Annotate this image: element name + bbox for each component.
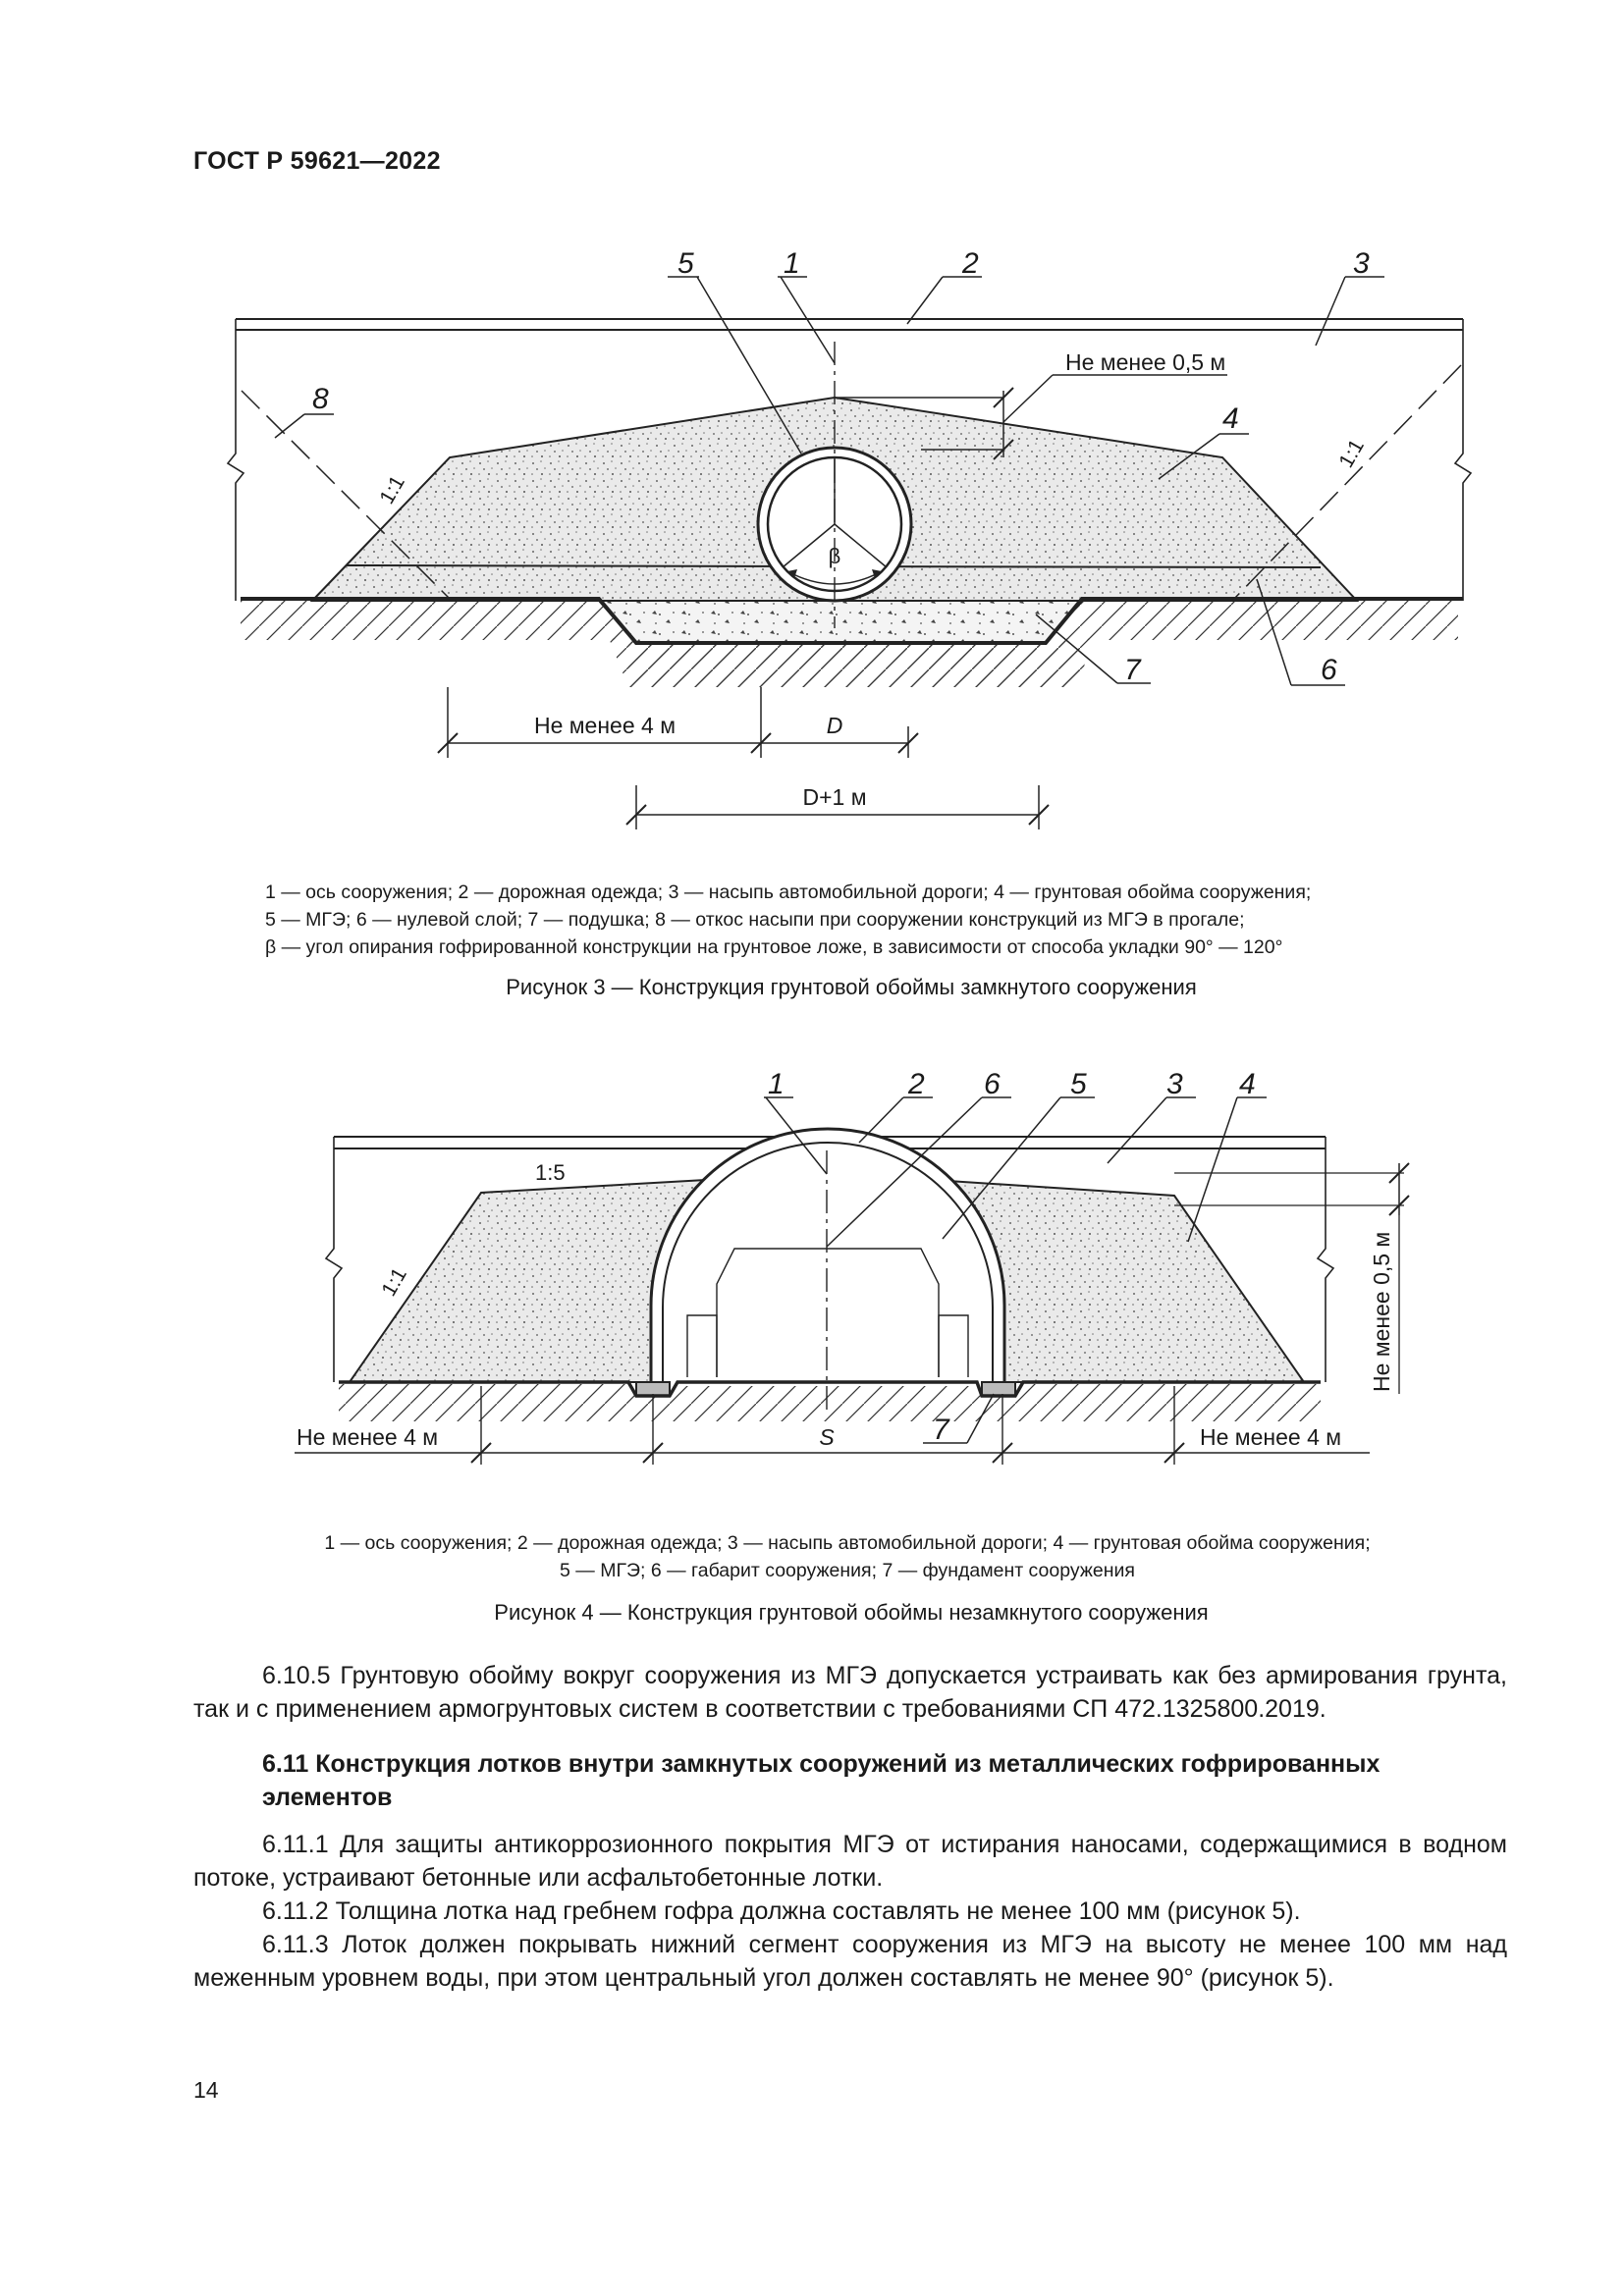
fig4-legend-line1: 1 — ось сооружения; 2 — дорожная одежда; 3 — насыпь автомобильной дороги; 4 — грунтовая обойма сооружения; bbox=[324, 1532, 1371, 1554]
fig4-label-7: 7 bbox=[933, 1414, 949, 1446]
fig4-label-3: 3 bbox=[1166, 1068, 1183, 1100]
paragraph-6-10-5: 6.10.5 Грунтовую обойму вокруг сооружения из МГЭ допускается устраивать как без армирования грунта, так и с применением армогрунтовых систем в соответствии с требованиями СП 472.1325800.2019. bbox=[193, 1662, 1507, 1723]
figure-4-caption: Рисунок 4 — Конструкция грунтовой обоймы незамкнутого сооружения bbox=[494, 1600, 1209, 1625]
dim-D1-label: D+1 м bbox=[802, 784, 867, 810]
dim-min-05-label: Не менее 0,5 м bbox=[1065, 349, 1226, 375]
fig4-label-4: 4 bbox=[1239, 1068, 1256, 1100]
fig4-label-6: 6 bbox=[984, 1068, 1001, 1100]
page-number: 14 bbox=[193, 2077, 219, 2103]
paragraph-6-11-1: 6.11.1 Для защиты антикоррозионного покрытия МГЭ от истирания наносами, содержащимися в водном потоке, устраивают бетонные или асфальтобетонные лотки. bbox=[193, 1831, 1507, 1892]
figure-3-drawing bbox=[0, 0, 1624, 854]
fig4-label-2: 2 bbox=[908, 1068, 925, 1100]
slope-right-label: 1:1 bbox=[1334, 435, 1369, 472]
document-header: ГОСТ Р 59621—2022 bbox=[193, 147, 441, 175]
fig4-dim-min-4-right-label: Не менее 4 м bbox=[1200, 1424, 1342, 1450]
figure-4-drawing bbox=[0, 1060, 1624, 1571]
fig4-label-5: 5 bbox=[1070, 1068, 1087, 1100]
fig4-legend-line2: 5 — МГЭ; 6 — габарит сооружения; 7 — фундамент сооружения bbox=[560, 1560, 1135, 1581]
fig4-dim-min-4-left-label: Не менее 4 м bbox=[297, 1424, 439, 1450]
paragraph-6-11-2: 6.11.2 Толщина лотка над гребнем гофра должна составлять не менее 100 мм (рисунок 5). bbox=[262, 1897, 1301, 1925]
figure-4-legend bbox=[265, 1529, 1430, 1584]
dim-min-4-label: Не менее 4 м bbox=[533, 713, 677, 738]
figure-3-legend bbox=[265, 879, 1430, 961]
fig3-label-3: 3 bbox=[1353, 247, 1370, 280]
fig4-dim-S-label: S bbox=[819, 1424, 835, 1450]
fig3-label-1: 1 bbox=[784, 247, 800, 280]
fig3-label-7: 7 bbox=[1124, 654, 1141, 686]
slope-left-label: 1:1 bbox=[375, 471, 409, 508]
fig3-label-6: 6 bbox=[1321, 654, 1337, 686]
fig3-label-4: 4 bbox=[1222, 402, 1239, 435]
figure-3-caption: Рисунок 3 — Конструкция грунтовой обоймы замкнутого сооружения bbox=[506, 975, 1197, 999]
dim-D-label: D bbox=[826, 713, 843, 738]
fig3-label-5: 5 bbox=[677, 247, 694, 280]
fig3-label-2: 2 bbox=[962, 247, 979, 280]
fig4-slope-top-label: 1:5 bbox=[535, 1160, 566, 1185]
beta-label: β bbox=[828, 544, 841, 568]
fig3-legend-line3: β — угол опирания гофрированной конструкции на грунтовое ложе, в зависимости от способа укладки 90° — 120° bbox=[265, 936, 1283, 958]
paragraph-6-11-3: 6.11.3 Лоток должен покрывать нижний сегмент сооружения из МГЭ на высоту не менее 100 мм над меженным уровнем воды, при этом центральный угол должен составлять не менее 90° (рисунок 5). bbox=[193, 1931, 1507, 1992]
heading-6-11: 6.11 Конструкция лотков внутри замкнутых сооружений из металлических гофрированных элементов bbox=[262, 1750, 1380, 1811]
fig3-legend-line2: 5 — МГЭ; 6 — нулевой слой; 7 — подушка; 8 — откос насыпи при сооружении конструкций из МГЭ в прогале; bbox=[265, 909, 1245, 931]
fig4-dim-min-05-label: Не менее 0,5 м bbox=[1369, 1231, 1394, 1392]
fig4-slope-left-label: 1:1 bbox=[377, 1263, 411, 1301]
fig3-label-8: 8 bbox=[312, 383, 329, 415]
fig4-label-1: 1 bbox=[768, 1068, 785, 1100]
fig3-legend-line1: 1 — ось сооружения; 2 — дорожная одежда; 3 — насыпь автомобильной дороги; 4 — грунтовая обойма сооружения; bbox=[265, 881, 1312, 903]
